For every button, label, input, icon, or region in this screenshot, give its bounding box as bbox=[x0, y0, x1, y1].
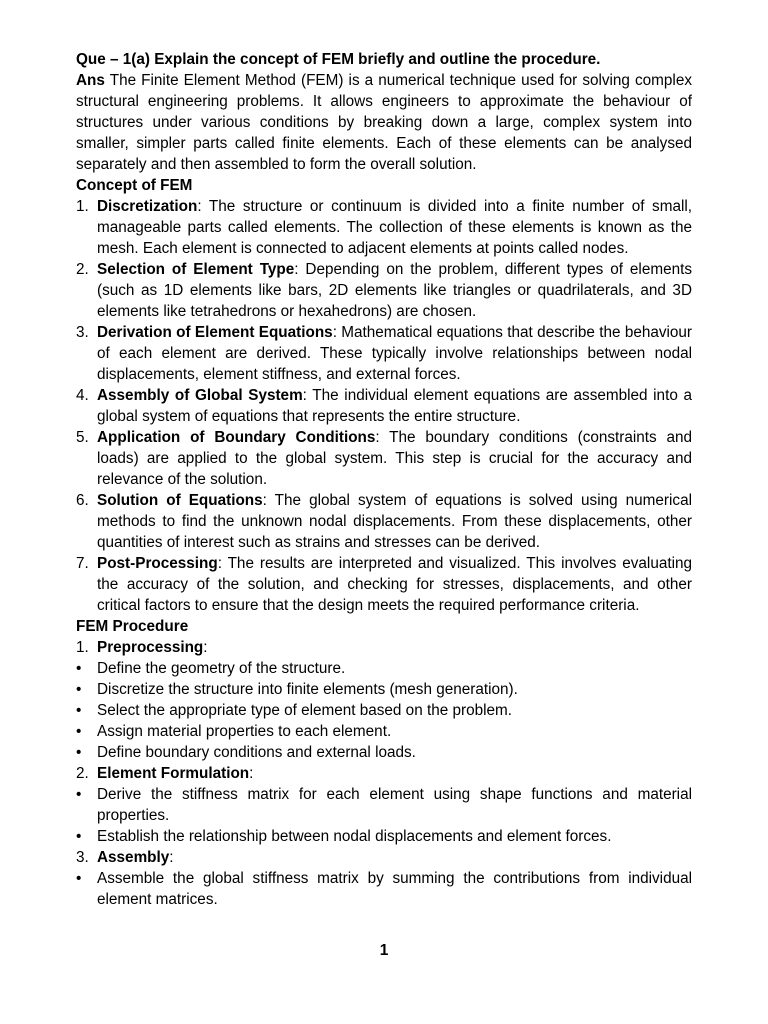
bullet-text: Define the geometry of the structure. bbox=[97, 660, 346, 677]
item-description: : The structure or continuum is divided into a finite number of small, manageable parts called elements. The collection of these elements is known as the mesh. Each element is connected to adjacent elements at points called nodes. bbox=[97, 198, 692, 257]
bullet-icon: • bbox=[76, 723, 82, 740]
concept-item bbox=[76, 490, 692, 553]
item-description: : Mathematical equations that describe the behaviour of each element are derived. These typically involve relationships between nodal displacements, element stiffness, and external forces. bbox=[97, 324, 693, 383]
bullet-item bbox=[76, 784, 692, 826]
item-description: : The boundary conditions (constraints and loads) are applied to the global system. This step is crucial for the accuracy and relevance of the solution. bbox=[97, 429, 692, 488]
answer-paragraph bbox=[76, 70, 692, 175]
concept-item bbox=[76, 259, 692, 322]
page-number: 1 bbox=[379, 942, 389, 959]
bullet-text: Define boundary conditions and external loads. bbox=[97, 744, 416, 761]
item-number: 5. bbox=[76, 429, 89, 446]
concept-item bbox=[76, 385, 692, 427]
item-description: : The global system of equations is solved using numerical methods to find the unknown nodal displacements. From these displacements, other quantities of interest such as strains and stresses can be derived. bbox=[97, 492, 692, 551]
concept-list bbox=[76, 196, 692, 616]
bullet-item bbox=[76, 742, 692, 763]
step-number: 1. bbox=[76, 639, 89, 656]
bullet-item bbox=[76, 679, 692, 700]
step-suffix: : bbox=[203, 639, 208, 656]
concept-item bbox=[76, 553, 692, 616]
step-title bbox=[97, 763, 692, 784]
item-number: 2. bbox=[76, 261, 89, 278]
item-text bbox=[97, 322, 692, 385]
procedure-list bbox=[76, 637, 692, 910]
bullet-icon: • bbox=[76, 786, 82, 803]
item-term: Assembly of Global System bbox=[97, 387, 303, 404]
bullet-item bbox=[76, 658, 692, 679]
item-number: 3. bbox=[76, 324, 89, 341]
item-number: 4. bbox=[76, 387, 89, 404]
bullet-item bbox=[76, 700, 692, 721]
step-number: 2. bbox=[76, 765, 89, 782]
item-description: : Depending on the problem, different types of elements (such as 1D elements like bars, 2D elements like triangles or quadrilaterals, and 3D elements like tetrahedrons or hexahedrons) are chosen. bbox=[97, 261, 692, 320]
bullet-item bbox=[76, 868, 692, 910]
item-description: : The results are interpreted and visualized. This involves evaluating the accuracy of the solution, and checking for stresses, displacements, and other critical factors to ensure that the design meets the required performance criteria. bbox=[97, 555, 692, 614]
concept-item bbox=[76, 427, 692, 490]
procedure-step bbox=[76, 847, 692, 868]
step-suffix: : bbox=[249, 765, 254, 782]
item-description: : The individual element equations are assembled into a global system of equations that represents the entire structure. bbox=[97, 387, 692, 425]
step-term: Element Formulation bbox=[97, 765, 250, 782]
item-text bbox=[97, 427, 692, 490]
item-term: Post-Processing bbox=[97, 555, 218, 572]
item-text bbox=[97, 490, 692, 553]
concept-item bbox=[76, 196, 692, 259]
bullet-text: Establish the relationship between nodal displacements and element forces. bbox=[97, 828, 612, 845]
answer-text: The Finite Element Method (FEM) is a numerical technique used for solving complex structural engineering problems. It allows engineers to approximate the behaviour of structures under various conditions by breaking down a large, complex system into smaller, simpler parts called finite elements. Each of these elements can be analysed separately and then assembled to form the overall solution. bbox=[76, 72, 692, 173]
bullet-icon: • bbox=[76, 681, 82, 698]
step-term: Preprocessing bbox=[97, 639, 204, 656]
step-title bbox=[97, 637, 692, 658]
item-term: Application of Boundary Conditions bbox=[97, 429, 376, 446]
item-text bbox=[97, 553, 692, 616]
bullet-icon: • bbox=[76, 744, 82, 761]
step-suffix: : bbox=[169, 849, 174, 866]
item-number: 7. bbox=[76, 555, 89, 572]
item-number: 1. bbox=[76, 198, 89, 215]
bullet-item bbox=[76, 721, 692, 742]
step-term: Assembly bbox=[97, 849, 170, 866]
item-text bbox=[97, 259, 692, 322]
bullet-text: Discretize the structure into finite elements (mesh generation). bbox=[97, 681, 518, 698]
step-title bbox=[97, 847, 692, 868]
answer-label: Ans bbox=[76, 72, 105, 89]
item-text bbox=[97, 196, 692, 259]
item-term: Discretization bbox=[97, 198, 198, 215]
bullet-icon: • bbox=[76, 660, 82, 677]
procedure-step bbox=[76, 637, 692, 658]
item-term: Selection of Element Type bbox=[97, 261, 295, 278]
bullet-item bbox=[76, 826, 692, 847]
procedure-heading: FEM Procedure bbox=[76, 618, 189, 635]
item-term: Solution of Equations bbox=[97, 492, 263, 509]
item-term: Derivation of Element Equations bbox=[97, 324, 333, 341]
question-heading: Que – 1(a) Explain the concept of FEM briefly and outline the procedure. bbox=[76, 51, 601, 68]
bullet-text: Select the appropriate type of element based on the problem. bbox=[97, 702, 512, 719]
step-number: 3. bbox=[76, 849, 89, 866]
bullet-icon: • bbox=[76, 702, 82, 719]
procedure-step bbox=[76, 763, 692, 784]
concept-item bbox=[76, 322, 692, 385]
item-number: 6. bbox=[76, 492, 89, 509]
bullet-icon: • bbox=[76, 828, 82, 845]
bullet-text: Assign material properties to each element. bbox=[97, 723, 392, 740]
bullet-text: Assemble the global stiffness matrix by summing the contributions from individual element matrices. bbox=[97, 870, 692, 908]
bullet-icon: • bbox=[76, 870, 82, 887]
item-text bbox=[97, 385, 692, 427]
concept-heading: Concept of FEM bbox=[76, 177, 193, 194]
bullet-text: Derive the stiffness matrix for each element using shape functions and material properties. bbox=[97, 786, 692, 824]
document-page bbox=[76, 49, 692, 910]
